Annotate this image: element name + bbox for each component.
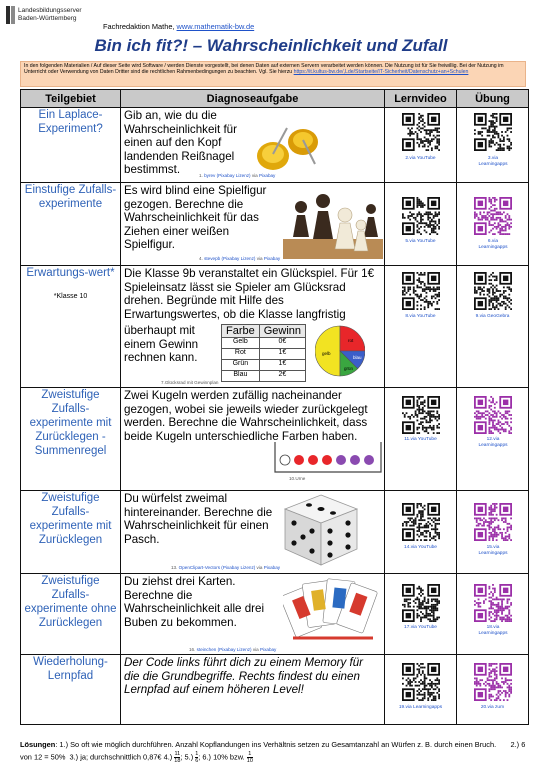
video-cell [385,655,457,725]
video-caption[interactable]: 5.via YouTube [405,239,436,244]
exercise-caption[interactable]: 3.via Learningapps [478,156,508,167]
qr-code-icon[interactable] [474,113,512,151]
fraction-5: $\frac{1}{6}$ [195,750,199,764]
task-text: Du würfelst zweimal hintereinander. Berechne die Wahrscheinlichkeit für einen Pasch. [124,492,273,546]
column-header-diagnoseaufgabe: Diagnoseaufgabe [121,90,385,108]
qr-code-icon[interactable] [402,197,440,235]
exercise-cell [457,388,529,491]
topic-cell: Wiederholung-Lernpfad [21,655,121,725]
playing-cards-image [283,576,378,648]
task-cell [121,491,385,574]
topic-cell: Einstufige Zufalls-experimente [21,183,121,266]
image-credit: 16. steinchen (Pixabay Lizenz) via Pixabay [189,647,277,652]
logo-line-2: Baden-Württemberg [18,15,77,22]
video-caption[interactable]: 2.via YouTube [405,156,436,161]
task-text: Zwei Kugeln werden zufällig nacheinander gezogen, wobei sie jeweils wieder zurückgelegt werden. Berechne die Wahrscheinlichkeit, dass beide Kugeln unterschiedliche Farben haben. [124,389,368,443]
exercise-caption[interactable]: 20.via zum [480,705,505,710]
mathematik-bw-link[interactable]: www.mathematik-bw.de [176,22,255,31]
landesbildungsserver-logo [6,4,106,28]
qr-code-icon[interactable] [474,197,512,235]
image-credit: 10.Urne [289,476,306,481]
task-text: Der Code links führt dich zu einem Memory für die die Grundbegriffe. Rechts findest du einen Lernpfad auf einem höheren Level! [124,656,364,697]
exercise-caption[interactable]: 18.via Learningapps [478,625,508,636]
topic-cell: Zweistufige Zufalls-experimente mit Zurücklegen - Summenregel [21,388,121,491]
image-credit: 1. byrev (Pixabay Lizenz) via Pixabay [199,173,276,178]
table-row [21,655,529,725]
page-title: Bin ich fit?! – Wahrscheinlichkeit und Zufall [94,36,448,55]
image-credit: 4. stevepb (Pixabay Lizenz) via Pixabay [199,256,281,261]
table-row [21,266,529,388]
video-cell [385,108,457,183]
video-cell [385,183,457,266]
exercise-caption[interactable]: 6.via Learningapps [478,239,508,250]
task-text: Du ziehst drei Karten. Berechne die Wahrscheinlichkeit alle drei Buben zu bekommen. [124,575,265,629]
video-caption[interactable]: 8.via YouTube [405,314,436,319]
loesungen-label: Lösungen [20,740,56,749]
column-header-uebung: Übung [457,90,529,108]
task-cell [121,388,385,491]
fraction-6: $\frac{1}{10}$ [246,750,253,764]
task-cell [121,655,385,725]
table-row [21,491,529,574]
qr-code-icon[interactable] [474,584,512,622]
exercise-cell [457,108,529,183]
video-cell [385,266,457,388]
table-row [21,108,529,183]
topic-cell: Zweistufige Zufalls-experimente ohne Zurücklegen [21,574,121,655]
task-text: Es wird blind eine Spielfigur gezogen. Berechne die Wahrscheinlichkeit für das Ziehen einer weißen Spielfigur. [124,184,267,252]
column-header-teilgebiet: Teilgebiet [21,90,121,108]
table-row [21,574,529,655]
reissnagel-image [243,116,328,178]
qr-code-icon[interactable] [402,396,440,434]
exercise-cell [457,655,529,725]
exercise-caption[interactable]: 12.via Learningapps [478,437,508,448]
qr-code-icon[interactable] [474,503,512,541]
qr-code-icon[interactable] [474,396,512,434]
video-caption[interactable]: 14.via YouTube [404,545,437,550]
task-cell [121,266,385,388]
image-credit: 7.Glücksrad mit Gewinnplan [161,380,219,385]
video-cell [385,574,457,655]
column-header-lernvideo: Lernvideo [385,90,457,108]
qr-code-icon[interactable] [402,584,440,622]
task-cell [121,108,385,183]
video-caption[interactable]: 11.via YouTube [404,437,437,442]
fachredaktion-line: Fachredaktion Mathe, www.mathematik-bw.de [103,22,255,31]
qr-code-icon[interactable] [474,272,512,310]
exercise-cell [457,183,529,266]
wheel-label-gelb: gelb [322,351,331,356]
task-text: Gib an, wie du die Wahrscheinlichkeit für einen auf den Kopf landenden Reißnagel bestimmst. [124,109,237,177]
video-cell [385,388,457,491]
qr-code-icon[interactable] [402,663,440,701]
urne-image [273,438,383,478]
logo-line-1: Landesbildungsserver [18,7,82,14]
datenschutz-link[interactable]: https://it.kultus-bw.de/,Lde/Startseite/IT-Sicherheit/Datenschutz+an+Schulen [293,69,469,76]
exercise-cell [457,574,529,655]
gluecksrad-image [315,322,365,380]
loesungen-section: Lösungen: 1.) So oft wie möglich durchführen. Anzahl Kopflandungen ins Verhältnis setzen zu Gesamtanzahl an Würfen z. B. durch einen Bruch. 2.) 6 von 12 = 50% 3.) ja; durchschnittlich 0,87€ 4.) $\frac{11}{18}$ ; 5.) $\frac{1}{6}$ ; 6.) 10% bzw. $\frac{1}{10}$ [20,740,526,764]
task-cell [121,183,385,266]
privacy-notice: In den folgenden Materialien / Auf dieser Seite wird Software / werden Dienste vorgestellt, bei denen Daten auf externen Servern verarbeitet werden können. Die Nutzung ist für Sie freiwillig. Bei der Nutzung im Unterricht oder Verwendung von Daten Dritter sind die rechtlichen Rahmenbedingungen zu beachten. Vgl. Sie hierzu https://it.kultus-bw.de/,Lde/Startseite/IT-Sicherheit/Datenschutz+an+Schulen [20,61,526,87]
video-cell [385,491,457,574]
exercise-cell [457,266,529,388]
fraction-4: $\frac{11}{18}$ [174,750,181,764]
exercise-caption[interactable]: 15.via Learningapps [478,545,508,556]
topic-cell: Ein Laplace-Experiment? [21,108,121,183]
exercise-cell [457,491,529,574]
dice-image [281,493,361,568]
task-text: Die Klasse 9b veranstaltet ein Glückspiel. Für 1€ Spieleinsatz lässt sie Spieler am Glücksrad drehen. Begründe mit Hilfe des Erwartungswertes, ob die Klasse langfristig [124,267,375,321]
qr-code-icon[interactable] [402,113,440,151]
task-cell [121,574,385,655]
chess-pieces-image [283,187,383,259]
qr-code-icon[interactable] [474,663,512,701]
wheel-label-rot: rot [348,338,354,343]
topic-footnote: *Klasse 10 [53,293,88,300]
qr-code-icon[interactable] [402,272,440,310]
task-text-continued: überhaupt mit einem Gewinn rechnen kann. [124,324,199,365]
video-caption[interactable]: 17.via YouTube [404,625,437,630]
gewinnplan-table: Farbe Gewinn Gelb 0€ Rot 1€ Grün 1€ Blau 2€ [221,324,306,382]
wheel-label-gruen: grün [344,366,354,371]
table-row [21,388,529,491]
worksheet-table [20,89,529,725]
table-row [21,183,529,266]
topic-cell: Erwartungs-wert* *Klasse 10 [21,266,121,388]
video-caption[interactable]: 19.via Learningapps [398,705,443,710]
exercise-caption[interactable]: 9.via GeoGebra [475,314,510,319]
topic-cell: Zweistufige Zufalls-experimente mit Zurücklegen [21,491,121,574]
qr-code-icon[interactable] [402,503,440,541]
image-credit: 13. OpenClipart-Vectors (Pixabay Lizenz) via Pixabay [171,565,281,570]
wheel-label-blau: blau [353,355,362,360]
